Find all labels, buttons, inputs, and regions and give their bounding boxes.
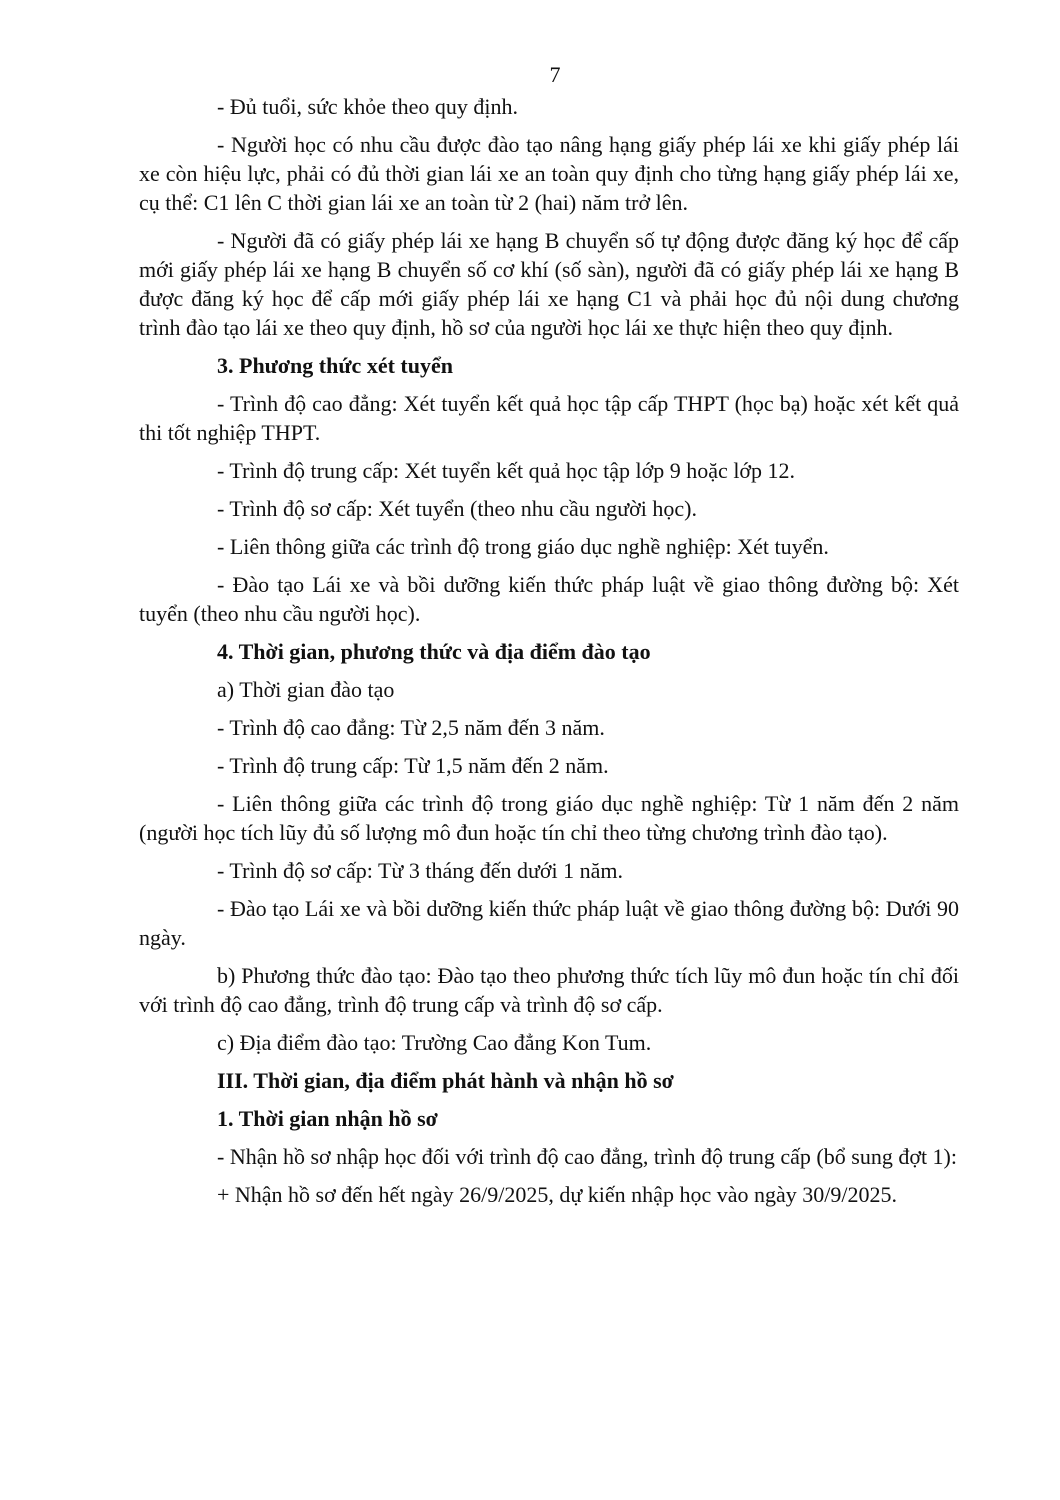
paragraph-intermediate-duration: - Trình độ trung cấp: Từ 1,5 năm đến 2 năm. bbox=[217, 753, 609, 778]
heading-application-time: 1. Thời gian nhận hồ sơ bbox=[217, 1106, 438, 1131]
paragraph-license-b-c1: - Người đã có giấy phép lái xe hạng B chuyển số tự động được đăng ký học để cấp mới giấy phép lái xe hạng B chuyển số cơ khí (số sàn), người đã có giấy phép lái xe hạng B được đăng ký học để cấp mới giấy phép lái xe hạng C1 và phải học đủ nội dung chương trình đào tạo lái xe theo quy định, hồ sơ của người học lái xe thực hiện theo quy định. bbox=[139, 228, 959, 340]
paragraph-license-upgrade: - Người học có nhu cầu được đào tạo nâng hạng giấy phép lái xe khi giấy phép lái xe còn hiệu lực, phải có đủ thời gian lái xe an toàn quy định cho từng hạng giấy phép lái xe, cụ thể: C1 lên C thời gian lái xe an toàn từ 2 (hai) năm trở lên. bbox=[139, 132, 959, 215]
paragraph-application-deadline: + Nhận hồ sơ đến hết ngày 26/9/2025, dự kiến nhập học vào ngày 30/9/2025. bbox=[217, 1182, 897, 1207]
paragraph-intermediate-admission: - Trình độ trung cấp: Xét tuyển kết quả học tập lớp 9 hoặc lớp 12. bbox=[217, 458, 796, 483]
paragraph-training-time: a) Thời gian đào tạo bbox=[217, 677, 395, 702]
document-page bbox=[139, 60, 959, 1209]
paragraph-elementary-duration: - Trình độ sơ cấp: Từ 3 tháng đến dưới 1 năm. bbox=[217, 858, 624, 883]
paragraph-driving-admission: - Đào tạo Lái xe và bồi dưỡng kiến thức pháp luật về giao thông đường bộ: Xét tuyển (theo nhu cầu người học). bbox=[139, 572, 959, 626]
paragraph-college-duration: - Trình độ cao đẳng: Từ 2,5 năm đến 3 năm. bbox=[217, 715, 605, 740]
page-number: 7 bbox=[549, 62, 561, 87]
paragraph-transfer-duration: - Liên thông giữa các trình độ trong giáo dục nghề nghiệp: Từ 1 năm đến 2 năm (người học tích lũy đủ số lượng mô đun hoặc tín chỉ theo từng chương trình đào tạo). bbox=[139, 791, 959, 845]
heading-section-iii: III. Thời gian, địa điểm phát hành và nhận hồ sơ bbox=[217, 1068, 674, 1093]
heading-training-time-method-place: 4. Thời gian, phương thức và địa điểm đào tạo bbox=[217, 639, 651, 664]
paragraph-age-health: - Đủ tuổi, sức khỏe theo quy định. bbox=[217, 94, 518, 119]
paragraph-transfer-admission: - Liên thông giữa các trình độ trong giáo dục nghề nghiệp: Xét tuyển. bbox=[217, 534, 829, 559]
paragraph-application-intake: - Nhận hồ sơ nhập học đối với trình độ cao đẳng, trình độ trung cấp (bổ sung đợt 1): bbox=[217, 1144, 957, 1169]
heading-admission-method: 3. Phương thức xét tuyển bbox=[217, 353, 453, 378]
paragraph-college-admission: - Trình độ cao đẳng: Xét tuyển kết quả học tập cấp THPT (học bạ) hoặc xét kết quả thi tốt nghiệp THPT. bbox=[139, 391, 959, 445]
paragraph-training-location: c) Địa điểm đào tạo: Trường Cao đẳng Kon Tum. bbox=[217, 1030, 652, 1055]
paragraph-driving-duration: - Đào tạo Lái xe và bồi dưỡng kiến thức pháp luật về giao thông đường bộ: Dưới 90 ngày. bbox=[139, 896, 959, 950]
paragraph-training-method: b) Phương thức đào tạo: Đào tạo theo phương thức tích lũy mô đun hoặc tín chỉ đối với trình độ cao đẳng, trình độ trung cấp và trình độ sơ cấp. bbox=[139, 963, 959, 1017]
paragraph-elementary-admission: - Trình độ sơ cấp: Xét tuyển (theo nhu cầu người học). bbox=[217, 496, 698, 521]
